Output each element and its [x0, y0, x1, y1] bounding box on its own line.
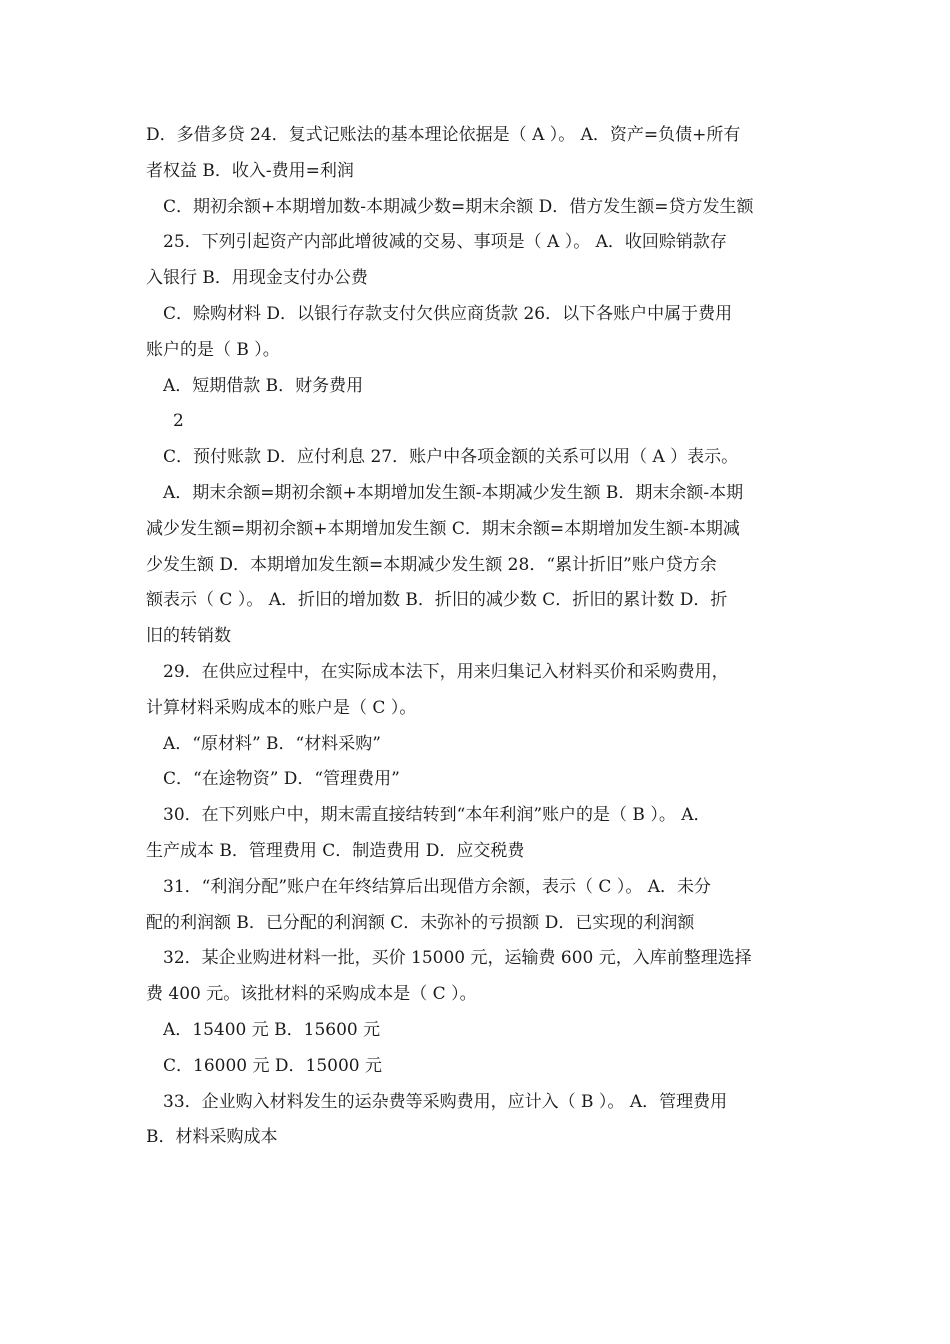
- text-line: C．预付账款 D．应付利息 27．账户中各项金额的关系可以用（ A ）表示。: [163, 447, 739, 468]
- text-line: C．16000 元 D．15000 元: [163, 1055, 383, 1076]
- text-line: 额表示（ C ）。 A．折旧的增加数 B．折旧的减少数 C．折旧的累计数 D．折: [146, 590, 728, 611]
- text-line: C．期初余额+本期增加数-本期减少数=期末余额 D．借方发生额=贷方发生额: [163, 196, 754, 217]
- text-line: 25．下列引起资产内部此增彼减的交易、事项是（ A ）。 A．收回赊销款存: [163, 232, 727, 253]
- text-line: 少发生额 D．本期增加发生额=本期减少发生额 28．“累计折旧”账户贷方余: [146, 554, 717, 575]
- text-line: 31．“利润分配”账户在年终结算后出现借方余额，表示（ C ）。 A．未分: [163, 876, 712, 897]
- text-line: 生产成本 B．管理费用 C．制造费用 D．应交税费: [146, 840, 525, 861]
- text-line: 32．某企业购进材料一批，买价 15000 元，运输费 600 元，入库前整理选择: [163, 948, 752, 969]
- text-line: 计算材料采购成本的账户是（ C ）。: [146, 697, 417, 718]
- document-body: [146, 118, 811, 1156]
- text-line: A．“原材料” B．“材料采购”: [163, 733, 381, 754]
- text-line: A．期末余额=期初余额+本期增加发生额-本期减少发生额 B．期末余额-本期: [163, 482, 744, 503]
- text-line: 入银行 B．用现金支付办公费: [146, 268, 368, 289]
- text-line: 费 400 元。该批材料的采购成本是（ C ）。: [146, 984, 477, 1005]
- text-line: 33．企业购入材料发生的运杂费等采购费用，应计入（ B ）。 A．管理费用: [163, 1091, 728, 1112]
- text-line: C．赊购材料 D．以银行存款支付欠供应商货款 26．以下各账户中属于费用: [163, 303, 733, 324]
- text-line: 30．在下列账户中，期末需直接结转到“本年利润”账户的是（ B ）。 A．: [163, 805, 711, 826]
- text-line: B．材料采购成本: [146, 1127, 278, 1148]
- text-line: A．短期借款 B．财务费用: [163, 375, 364, 396]
- text-line: D．多借多贷 24．复式记账法的基本理论依据是（ A ）。 A．资产=负债+所有: [146, 125, 741, 145]
- text-line: 配的利润额 B．已分配的利润额 C．未弥补的亏损额 D．已实现的利润额: [146, 912, 695, 933]
- text-line: 29．在供应过程中，在实际成本法下，用来归集记入材料买价和采购费用，: [163, 661, 729, 682]
- text-line: 减少发生额=期初余额+本期增加发生额 C．期末余额=本期增加发生额-本期减: [146, 518, 740, 539]
- text-line: 旧的转销数: [146, 626, 231, 647]
- text-line: C．“在途物资” D．“管理费用”: [163, 769, 400, 790]
- page-number: 2: [173, 411, 184, 432]
- text-line: 账户的是（ B ）。: [146, 339, 280, 360]
- text-line: A．15400 元 B．15600 元: [163, 1019, 381, 1040]
- text-line: 者权益 B．收入-费用=利润: [146, 160, 354, 181]
